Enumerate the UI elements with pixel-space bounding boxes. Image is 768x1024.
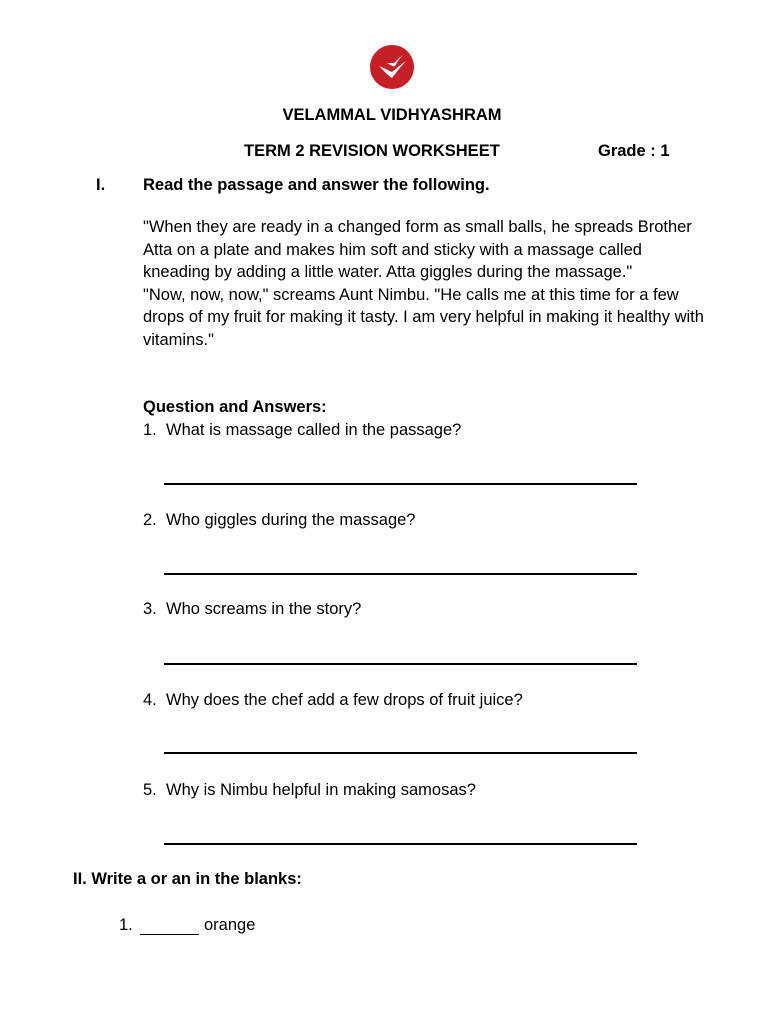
question-1-text: What is massage called in the passage? [166,421,462,439]
qa-heading: Question and Answers: [143,398,327,416]
question-1-number: 1. [143,421,157,439]
question-3-number: 3. [143,600,157,618]
school-logo-icon [369,44,415,90]
passage-paragraph-1: "When they are ready in a changed form as small balls, he spreads Brother Atta on a plate and makes him soft and sticky with a massage called kneading by adding a little water. Atta giggles during the massage." [143,218,692,281]
fill-item-1-word: orange [204,916,256,934]
answer-line-4[interactable] [164,752,637,754]
section-1-title: Read the passage and answer the following. [143,176,490,194]
question-5-text: Why is Nimbu helpful in making samosas? [166,781,476,799]
fill-item-1-number: 1. [119,916,133,934]
fill-item-1-blank[interactable] [140,934,199,935]
question-2-text: Who giggles during the massage? [166,511,416,529]
worksheet-title: TERM 2 REVISION WORKSHEET [244,142,500,160]
answer-line-3[interactable] [164,663,637,665]
answer-line-1[interactable] [164,483,637,485]
answer-line-2[interactable] [164,573,637,575]
school-name: VELAMMAL VIDHYASHRAM [282,106,502,124]
question-5-number: 5. [143,781,157,799]
passage-paragraph-2: "Now, now, now," screams Aunt Nimbu. "He calls me at this time for a few drops of my fruit for making it tasty. I am very helpful in making it healthy with vitamins." [143,285,704,349]
question-2-number: 2. [143,511,157,529]
grade-label: Grade : 1 [598,142,670,160]
answer-line-5[interactable] [164,843,637,845]
reading-passage [143,216,708,351]
question-4-number: 4. [143,691,157,709]
question-3-text: Who screams in the story? [166,600,362,618]
section-1-number: I. [96,176,106,194]
question-4-text: Why does the chef add a few drops of fruit juice? [166,691,523,709]
section-2-title: II. Write a or an in the blanks: [73,870,302,888]
